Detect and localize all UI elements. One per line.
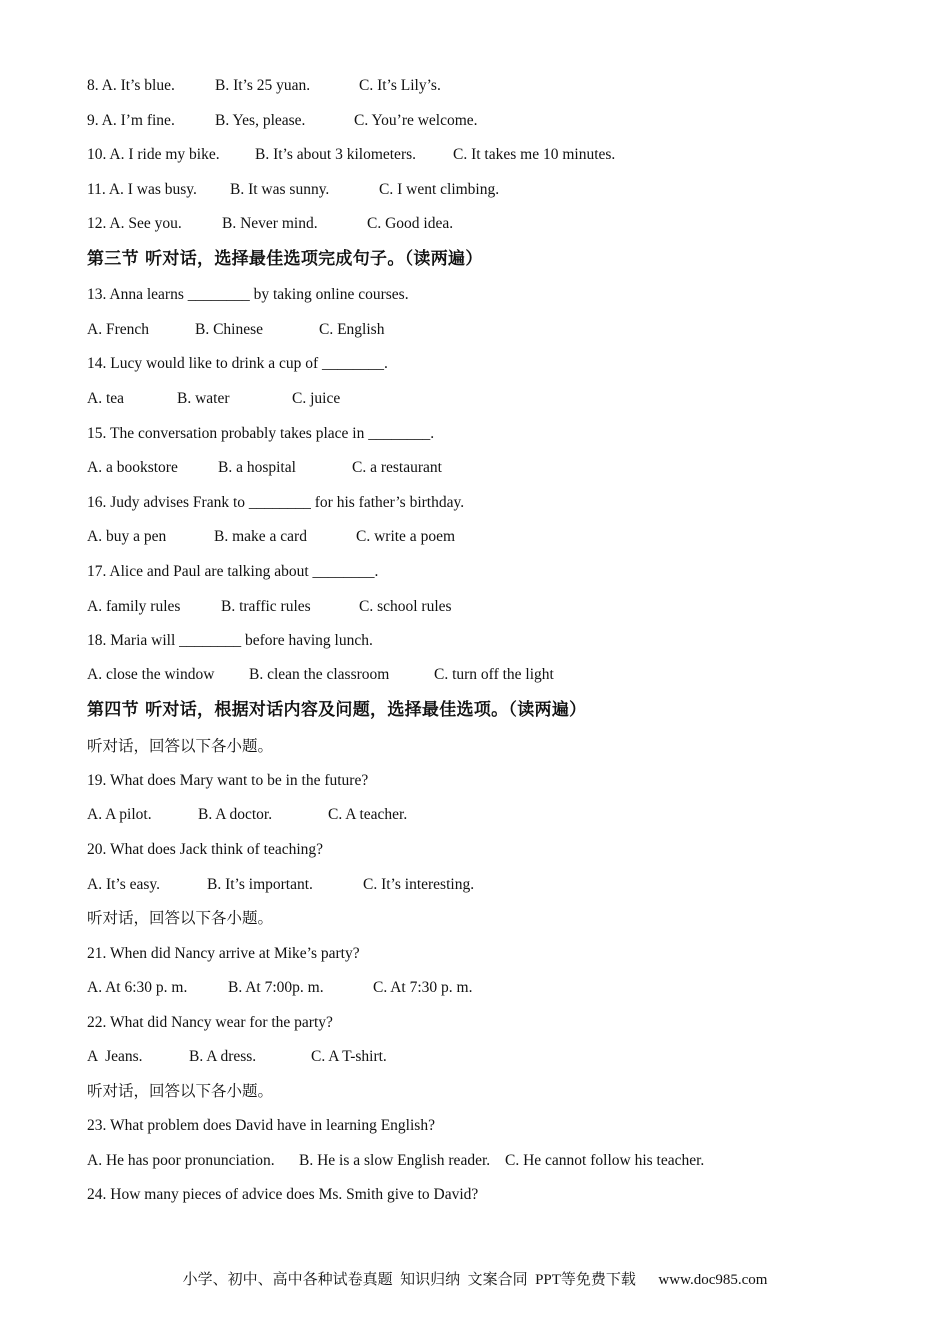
question-text: 17. Alice and Paul are talking about ________. (87, 563, 379, 580)
option-c: C. At 7:30 p. m. (373, 979, 473, 996)
option-c: C. turn off the light (434, 666, 554, 683)
section-heading: 第四节 听对话，根据对话内容及问题，选择最佳选项。（读两遍） (87, 700, 587, 720)
options-row (87, 320, 887, 340)
option-c: C. A T-shirt. (311, 1048, 387, 1065)
option-c: C. juice (292, 390, 341, 407)
options-row (87, 665, 887, 685)
question-text: 21. When did Nancy arrive at Mike’s party? (87, 945, 360, 962)
option-b: B. A doctor. (198, 806, 273, 823)
question-text: 18. Maria will ________ before having lunch. (87, 632, 373, 649)
option-c: C. write a poem (356, 528, 456, 545)
option-c: C. You’re welcome. (354, 112, 478, 129)
option-a: 12. A. See you. (87, 215, 182, 232)
option-b: B. It’s important. (207, 876, 313, 893)
option-a: A. family rules (87, 598, 181, 615)
question-text: 22. What did Nancy wear for the party? (87, 1014, 333, 1031)
option-a: A. He has poor pronunciation. (87, 1152, 275, 1169)
option-a: 9. A. I’m fine. (87, 112, 175, 129)
options-row (87, 214, 887, 234)
option-c: C. English (319, 321, 385, 338)
footer-url: www.doc985.com (658, 1272, 768, 1288)
option-a: A. tea (87, 390, 125, 407)
option-c: C. It takes me 10 minutes. (453, 146, 616, 163)
page-footer (0, 1270, 950, 1290)
options-row (87, 527, 887, 547)
option-c: C. It’s Lily’s. (359, 77, 441, 94)
question-text: 15. The conversation probably takes place in ________. (87, 425, 435, 442)
option-b: B. water (177, 390, 230, 407)
question-text: 听对话，回答以下各小题。 (87, 910, 274, 927)
question-text: 13. Anna learns ________ by taking online courses. (87, 286, 409, 303)
option-b: B. A dress. (189, 1048, 257, 1065)
option-b: B. At 7:00p. m. (228, 979, 324, 996)
option-b: B. traffic rules (221, 598, 311, 615)
option-c: C. He cannot follow his teacher. (505, 1152, 705, 1169)
option-c: C. It’s interesting. (363, 876, 475, 893)
option-a: A. It’s easy. (87, 876, 161, 893)
question-text: 20. What does Jack think of teaching? (87, 841, 324, 858)
options-row (87, 180, 887, 200)
option-b: B. Never mind. (222, 215, 318, 232)
footer-text: 小学、初中、高中各种试卷真题 知识归纳 文案合同 PPT等免费下载 (182, 1272, 636, 1288)
option-b: B. Yes, please. (215, 112, 306, 129)
options-row (87, 145, 887, 165)
question-text: 16. Judy advises Frank to ________ for his father’s birthday. (87, 494, 465, 511)
question-text: 听对话，回答以下各小题。 (87, 738, 274, 755)
option-b: B. It’s 25 yuan. (215, 77, 311, 94)
options-row (87, 875, 887, 895)
option-a: A Jeans. (87, 1048, 143, 1065)
option-b: B. make a card (214, 528, 307, 545)
option-c: C. school rules (359, 598, 452, 615)
option-a: A. a bookstore (87, 459, 178, 476)
option-a: A. At 6:30 p. m. (87, 979, 188, 996)
option-b: B. a hospital (218, 459, 296, 476)
option-b: B. It was sunny. (230, 181, 330, 198)
option-b: B. clean the classroom (249, 666, 390, 683)
option-a: A. close the window (87, 666, 215, 683)
option-c: C. I went climbing. (379, 181, 500, 198)
option-b: B. He is a slow English reader. (299, 1152, 491, 1169)
options-row (87, 458, 887, 478)
option-a: 11. A. I was busy. (87, 181, 197, 198)
option-c: C. Good idea. (367, 215, 454, 232)
question-text: 23. What problem does David have in learning English? (87, 1117, 435, 1134)
option-a: A. French (87, 321, 149, 338)
options-row (87, 1047, 887, 1067)
option-a: 10. A. I ride my bike. (87, 146, 220, 163)
options-row (87, 1151, 887, 1171)
question-text: 14. Lucy would like to drink a cup of ________. (87, 355, 388, 372)
option-b: B. It’s about 3 kilometers. (255, 146, 417, 163)
option-a: 8. A. It’s blue. (87, 77, 175, 94)
option-b: B. Chinese (195, 321, 264, 338)
options-row (87, 597, 887, 617)
options-row (87, 978, 887, 998)
question-text: 19. What does Mary want to be in the future? (87, 772, 369, 789)
options-row (87, 389, 887, 409)
options-row (87, 76, 887, 96)
option-a: A. A pilot. (87, 806, 152, 823)
option-c: C. a restaurant (352, 459, 442, 476)
option-c: C. A teacher. (328, 806, 408, 823)
question-text: 24. How many pieces of advice does Ms. Smith give to David? (87, 1186, 479, 1203)
options-row (87, 805, 887, 825)
question-text: 听对话，回答以下各小题。 (87, 1083, 274, 1100)
section-heading: 第三节 听对话，选择最佳选项完成句子。（读两遍） (87, 249, 483, 269)
option-a: A. buy a pen (87, 528, 167, 545)
options-row (87, 111, 887, 131)
